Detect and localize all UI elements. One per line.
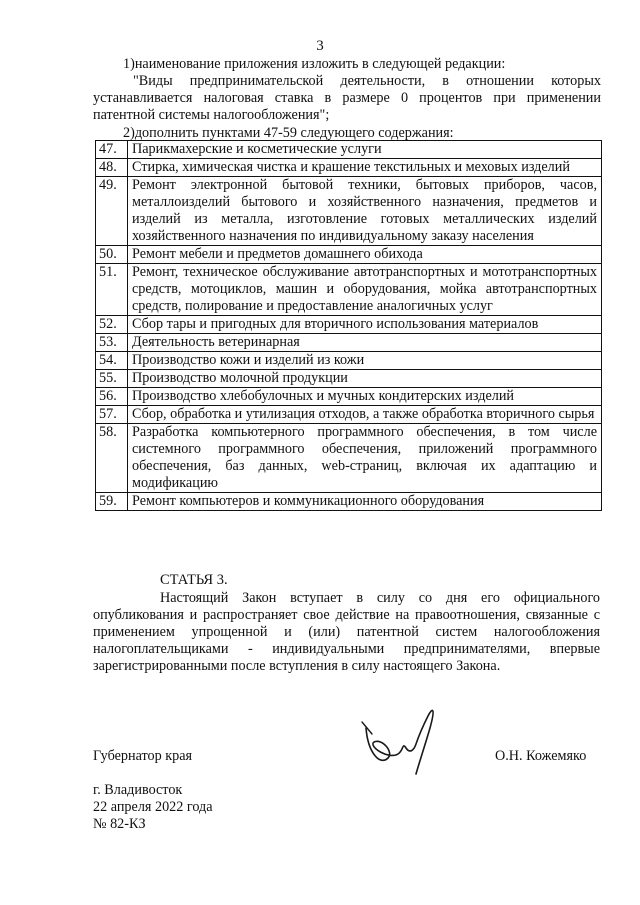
signatory-name: О.Н. Кожемяко [495,748,587,764]
table-row [96,177,602,246]
table-row [96,406,602,424]
item-text: Сбор, обработка и утилизация отходов, а также обработка вторичного сырья [128,406,602,424]
table-row [96,352,602,370]
article-title: СТАТЬЯ 3. [160,572,228,588]
item-text: Ремонт, техническое обслуживание автотранспортных и мототранспортных средств, мотоциклов, машин и оборудования, мойка автотранспортных средств, полирование и предоставление аналогичных услуг [128,264,602,316]
item-number: 58. [96,424,128,493]
item-text: Деятельность ветеринарная [128,334,602,352]
table-row [96,388,602,406]
item-number: 49. [96,177,128,246]
item-number: 50. [96,246,128,264]
item-number: 56. [96,388,128,406]
table-row [96,493,602,511]
item-text: Стирка, химическая чистка и крашение текстильных и меховых изделий [128,159,602,177]
table-row [96,370,602,388]
item-text: Парикмахерские и косметические услуги [128,141,602,159]
law-number: № 82-КЗ [93,816,146,832]
item-number: 59. [96,493,128,511]
signing-date: 22 апреля 2022 года [93,799,213,815]
item-number: 54. [96,352,128,370]
amendment-paragraph-1: 1)наименование приложения изложить в следующей редакции: [123,56,506,72]
item-text: Разработка компьютерного программного обеспечения, в том числе системного программного обеспечения, приложений программного обеспечения, баз данных, web-страниц, включая их адаптацию и модификацию [128,424,602,493]
signatory-position: Губернатор края [93,748,193,764]
item-number: 51. [96,264,128,316]
item-number: 52. [96,316,128,334]
activities-table [95,140,602,511]
item-text: Производство кожи и изделий из кожи [128,352,602,370]
item-number: 57. [96,406,128,424]
item-number: 53. [96,334,128,352]
page-number: 3 [316,38,324,54]
table-row [96,334,602,352]
item-number: 55. [96,370,128,388]
table-row [96,424,602,493]
item-text: Производство молочной продукции [128,370,602,388]
table-row [96,141,602,159]
item-text: Сбор тары и пригодных для вторичного использования материалов [128,316,602,334]
table-row [96,159,602,177]
item-text: Ремонт электронной бытовой техники, бытовых приборов, часов, металлоизделий бытового и хозяйственного назначения, предметов и изделий из металла, изготовление готовых металлических изделий хозяйственного назначения по индивидуальному заказу населения [128,177,602,246]
table-row [96,246,602,264]
item-text: Производство хлебобулочных и мучных кондитерских изделий [128,388,602,406]
activities-table-body [96,141,602,511]
article-body: Настоящий Закон вступает в силу со дня его официального опубликования и распространяет свое действие на правоотношения, связанные с применением упрощенной и (или) патентной систем налогообложения налогоплательщиками - индивидуальными предпринимателями, впервые зарегистрированными после вступления в силу настоящего Закона. [93,590,600,674]
handwritten-signature [358,698,458,778]
item-number: 48. [96,159,128,177]
item-text: Ремонт компьютеров и коммуникационного оборудования [128,493,602,511]
amendment-title-quote: "Виды предпринимательской деятельности, в отношении которых устанавливается налоговая ставка в размере 0 процентов при применении патентной системы налогообложения"; [93,73,601,123]
table-row [96,264,602,316]
item-number: 47. [96,141,128,159]
item-text: Ремонт мебели и предметов домашнего обихода [128,246,602,264]
table-row [96,316,602,334]
signing-place: г. Владивосток [93,782,183,798]
amendment-paragraph-2: 2)дополнить пунктами 47-59 следующего содержания: [123,125,454,141]
